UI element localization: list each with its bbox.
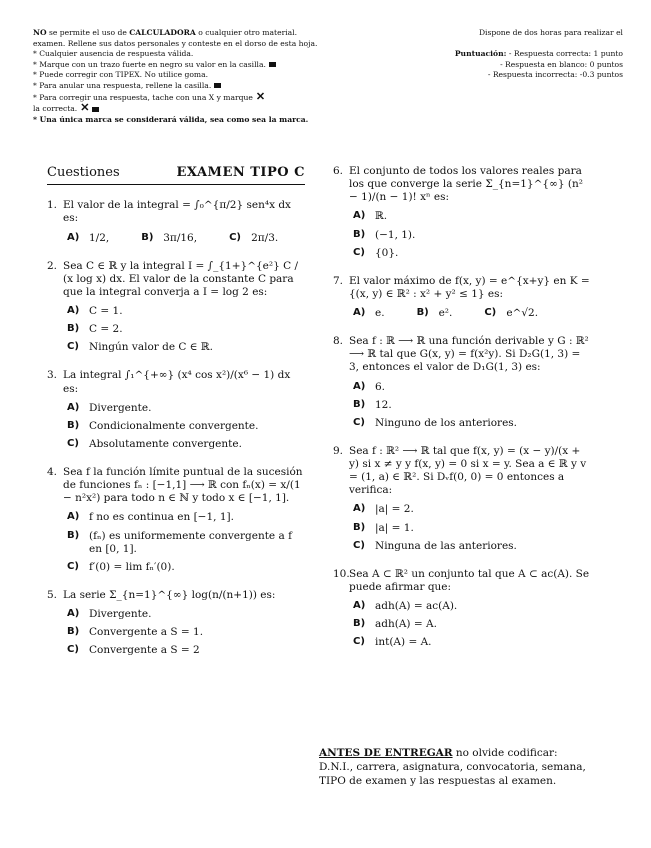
answer-option[interactable] [417,307,453,320]
instructions-list: * Cualquier ausencia de respuesta válida. * Marque con un trazo fuerte en negro su valor en la casilla. * Puede corregir con TIPEX. No utilice goma. * Para anular una respuesta, rellene la casilla. * Para corregir una respuesta, tache con una X y marque ✕ la correcta. ✕ * Una única marca se considerará válida, sea como sea la marca. [33,49,309,124]
option-letter: B) [416,307,429,318]
answer-option[interactable] [353,307,385,320]
answer-options [67,511,305,574]
filled-box-icon [269,62,276,67]
answer-option[interactable] [229,232,278,245]
option-letter: C) [353,539,365,551]
option-letter: A) [353,307,366,318]
answer-option[interactable] [67,232,109,245]
final-rule: * Una única marca se considerará válida, sea como sea la marca. [33,114,309,124]
option-letter: A) [67,231,80,243]
question-text: La serie Σ_{n=1}^{∞} log(n/(n+1)) es: [63,588,276,601]
question-2 [47,260,305,355]
answer-option[interactable] [484,307,538,320]
answer-options [67,608,305,657]
answer-option[interactable] [141,232,197,245]
option-text: Convergente a S = 2 [89,644,200,657]
option-text: 2π/3. [251,231,279,244]
option-text: Absolutamente convergente. [89,437,242,450]
exam-title [47,165,305,185]
question-text: Sea f : ℝ ⟶ ℝ una función derivable y G : ℝ² ⟶ ℝ tal que G(x, y) = f(x²y). Si D₂G(1, 3) = 3, entonces el valor de D₁G(1, 3) es: [349,335,589,374]
question-number: 4. [47,466,58,478]
option-letter: A) [67,305,80,316]
option-text: adh(A) = ac(A). [375,600,458,612]
option-text: 6. [375,380,386,393]
cross-mark-icon: ✕ [255,89,266,103]
option-letter: C) [353,416,365,428]
option-text: |a| = 2. [375,503,414,516]
question-number: 5. [47,588,58,601]
option-text: Divergente. [89,401,152,414]
option-letter: A) [67,401,80,413]
question-text: Sea f la función límite puntual de la sucesión de funciones fₙ : [−1,1] ⟶ ℝ con fₙ(x) = x/(1 − n²x²) para todo n ∈ ℕ y todo x ∈ [−1, 1]. [63,466,303,505]
option-letter: A) [353,210,366,222]
question-7 [333,275,591,320]
question-number: 6. [333,165,344,177]
option-text: Convergente a S = 1. [89,626,204,639]
question-text: El conjunto de todos los valores reales para los que converge la serie Σ_{n=1}^{∞} (n² − 1)/(n − 1)! xⁿ es: [349,165,583,204]
answer-option[interactable] [353,636,591,649]
option-text: (fₙ) es uniformemente convergente a f en [0, 1]. [89,529,292,555]
option-letter: B) [67,626,80,638]
option-letter: B) [67,529,80,541]
answer-option[interactable] [67,608,305,621]
option-letter: A) [67,511,80,523]
exam-header: NO se permite el uso de CALCULADORA o cualquier otro material. Dispone de dos horas para realizar el examen. Rellene sus datos personales y conteste en el dorso de esta hoja. * Cualquier ausencia de respuesta válida. * Marque con un trazo fuerte en negro su valor en la casilla. * Puede corregir con TIPEX. No utilice goma. * Para anular una respuesta, rellene la casilla. * Para corregir una respuesta, tache con una X y marque ✕ la correcta. ✕ * Una única marca se considerará válida, sea como sea la marca. Puntuación: - Respuesta correcta: 1 punto - Respuesta en blanco: 0 puntos - Respuesta incorrecta: -0.3 puntos [33,28,623,124]
option-letter: C) [484,307,497,318]
option-text: Ninguna de las anteriores. [375,539,517,552]
answer-option[interactable] [353,417,591,430]
option-letter: C) [67,341,79,353]
option-letter: A) [353,600,366,611]
answer-options [353,503,591,552]
answer-option[interactable] [67,402,305,415]
cross-mark-icon: ✕ [80,101,90,115]
question-text: Sea f : ℝ² ⟶ ℝ tal que f(x, y) = (x − y)/(x + y) si x ≠ y y f(x, y) = 0 si x = y. Sea a ∈ ℝ y v = (1, a) ∈ ℝ². Si Dᵥf(0, 0) = 0 entonces a verifica: [349,444,587,497]
header-no: NO [33,28,47,37]
option-text: 1/2, [89,231,110,244]
option-text: Ningún valor de C ∈ ℝ. [89,341,213,354]
option-letter: B) [353,398,366,410]
question-number: 7. [333,274,344,287]
option-text: Divergente. [89,608,152,620]
answer-options [353,381,591,430]
answer-option[interactable] [67,420,305,433]
question-number: 3. [47,369,58,382]
question-8 [333,335,591,430]
answer-option[interactable] [67,626,305,639]
answer-options [353,307,591,320]
option-letter: C) [353,246,365,258]
note-body: no olvide codificar: D.N.I., carrera, asignatura, convocatoria, semana, TIPO de examen y las respuestas al examen. [319,747,586,787]
filled-box-icon [92,107,99,112]
question-text: El valor de la integral = ∫₀^{π/2} sen⁴x dx es: [63,199,291,225]
scoring-block: Puntuación: - Respuesta correcta: 1 punto - Respuesta en blanco: 0 puntos - Respuesta incorrecta: -0.3 puntos [454,49,623,80]
option-text: int(A) = A. [375,636,432,649]
option-letter: B) [141,231,154,243]
answer-option[interactable] [353,600,591,613]
question-5 [47,589,305,658]
option-text: C = 1. [89,305,123,317]
question-3 [47,369,305,451]
question-text: El valor máximo de f(x, y) = e^{x+y} en K = {(x, y) ∈ ℝ² : x² + y² ≤ 1} es: [349,274,590,300]
option-letter: B) [353,228,366,240]
option-text: f′(0) = lim fₙ′(0). [89,560,175,573]
question-text: Sea A ⊂ ℝ² un conjunto tal que A ⊂ ac(A). Se puede afirmar que: [349,567,590,593]
answer-option[interactable] [353,618,591,631]
option-letter: B) [353,618,366,630]
option-text: Condicionalmente convergente. [89,419,259,432]
question-text: Sea C ∈ ℝ y la integral I = ∫_{1+}^{e²} C / (x log x) dx. El valor de la constante C para que la integral converja a I = log 2 es: [63,259,299,298]
question-number: 10. [333,567,350,580]
question-9 [333,445,591,553]
question-number: 1. [47,199,58,212]
option-letter: C) [67,437,79,449]
answer-options [353,210,591,259]
option-letter: A) [67,608,80,619]
answer-options [67,305,305,354]
option-text: e². [438,307,453,319]
answer-option[interactable] [353,247,591,260]
option-letter: A) [353,380,366,392]
question-4 [47,466,305,574]
option-text: (−1, 1). [375,228,416,241]
questions-left [47,199,305,657]
option-letter: B) [67,323,80,335]
option-text: e. [375,307,385,319]
answer-option[interactable] [67,438,305,451]
answer-options [353,600,591,649]
time-allowed: Dispone de dos horas para realizar el [478,28,623,37]
answer-option[interactable] [353,381,591,394]
answer-options [67,232,305,245]
question-text: La integral ∫₁^{+∞} (x⁴ cos x²)/(x⁶ − 1) dx es: [63,369,291,395]
answer-option[interactable] [67,305,305,318]
option-letter: B) [67,419,80,431]
option-text: 12. [375,398,392,411]
option-text: e^√2. [506,307,539,319]
option-letter: C) [353,636,365,648]
submission-note [319,745,591,788]
answer-option[interactable] [353,540,591,553]
question-10 [333,568,591,650]
option-letter: B) [353,521,366,533]
question-number: 8. [333,335,344,348]
question-6 [333,165,591,260]
option-letter: C) [229,231,241,243]
answer-option[interactable] [67,561,305,574]
left-column [47,165,305,672]
filled-box-icon [214,83,221,88]
option-text: ℝ. [375,210,388,223]
option-text: |a| = 1. [375,521,414,534]
note-heading: ANTES DE ENTREGAR [319,747,453,759]
exam-type: EXAMEN TIPO C [176,165,305,180]
answer-options [67,402,305,451]
answer-option[interactable] [353,399,591,412]
option-text: {0}. [375,246,399,259]
header-line2: examen. Rellene sus datos personales y conteste en el dorso de esta hoja. [33,38,318,48]
question-number: 2. [47,259,58,272]
answer-option[interactable] [353,522,591,535]
answer-option[interactable] [67,341,305,354]
answer-option[interactable] [67,323,305,336]
option-text: f no es continua en [−1, 1]. [89,511,234,524]
option-letter: A) [353,503,366,515]
right-column [333,165,591,664]
answer-option[interactable] [353,210,591,223]
option-text: 3π/16, [163,231,198,244]
answer-option[interactable] [353,229,591,242]
questions-right [333,165,591,649]
section-title: Cuestiones [47,165,120,180]
option-text: adh(A) = A. [375,618,437,631]
option-letter: C) [67,560,79,572]
answer-option[interactable] [67,644,305,657]
question-1 [47,199,305,244]
question-number: 9. [333,444,344,457]
answer-option[interactable] [353,503,591,516]
answer-option[interactable] [67,530,305,556]
option-text: Ninguno de los anteriores. [375,416,518,429]
option-letter: C) [67,644,79,656]
answer-option[interactable] [67,511,305,524]
option-text: C = 2. [89,323,123,336]
